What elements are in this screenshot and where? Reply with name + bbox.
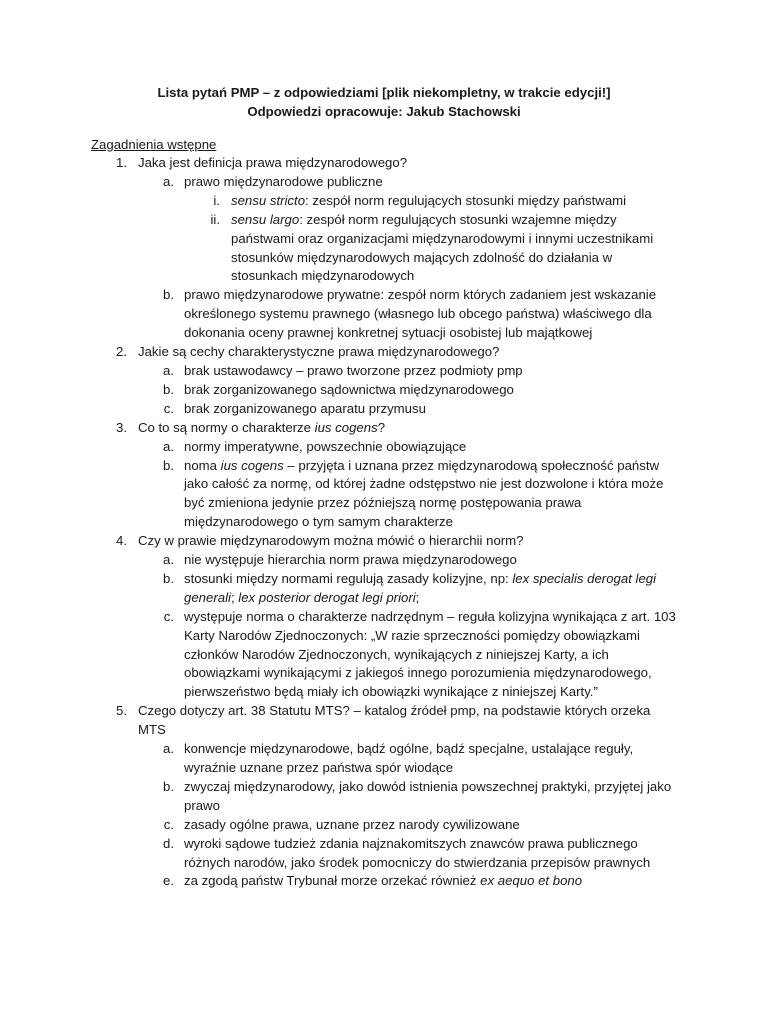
list-marker: c. [163, 816, 174, 832]
list-item-text [184, 740, 679, 778]
italic-term: ius cogens [314, 419, 378, 435]
document-author-line: Odpowiedzi opracowuje: Jakub Stachowski [247, 104, 521, 119]
list-item-text [184, 173, 679, 192]
list-item-text [184, 608, 679, 703]
answer-item [0, 381, 768, 400]
question-item [0, 343, 768, 362]
list-marker: 4. [116, 533, 127, 549]
text-segment: Jakie są cechy charakterystyczne prawa międzynarodowego? [138, 344, 500, 360]
section-heading: Zagadnienia wstępne [91, 137, 217, 152]
text-segment: : zespół norm regulujących stosunki między państwami [305, 192, 627, 208]
list-marker: i. [213, 192, 220, 208]
answer-item [0, 872, 768, 891]
list-item-text [138, 154, 673, 173]
list-item-text [184, 570, 679, 608]
list-item-text [184, 778, 679, 816]
italic-term: lex specialis derogat legi generali [184, 570, 657, 605]
list-item-text [138, 343, 673, 362]
text-segment: – przyjęta i uznana przez międzynarodową społeczność państw jako całość za normę, od której żadne odstępstwo nie jest dozwolone i która może być zmieniona jedynie przez późniejszą normę postępowania prawa międzynarodowego o tym samym charakterze [184, 457, 664, 530]
text-segment: występuje norma o charakterze nadrzędnym – reguła kolizyjna wynikająca z art. 103 Karty Narodów Zjednoczonych: „W razie sprzeczności pomiędzy obowiązkami członków Narodów Zjednoczonych, wynikających z niniejszej Karty, a ich obowiązkami wynikającymi z jakiegoś innego porozumienia międzynarodowego, pierwszeństwo będą miały ich obowiązki wynikające z niniejszej Karty.” [184, 608, 676, 700]
text-segment: prawo międzynarodowe publiczne [184, 173, 383, 189]
text-segment: ; [230, 589, 239, 605]
list-marker: b. [163, 287, 174, 303]
list-item-text [184, 835, 679, 873]
list-marker: 5. [116, 703, 127, 719]
question-item [0, 419, 768, 438]
list-marker: b. [163, 570, 174, 586]
answer-item [0, 400, 768, 419]
list-item-text [184, 457, 679, 533]
list-marker: a. [163, 741, 174, 757]
text-segment: brak zorganizowanego sądownictwa międzynarodowego [184, 381, 514, 397]
text-segment: zwyczaj międzynarodowy, jako dowód istnienia powszechnej praktyki, przyjętej jako prawo [184, 778, 672, 813]
list-item-text [184, 551, 679, 570]
list-marker: b. [163, 381, 174, 397]
list-marker: c. [163, 608, 174, 624]
italic-term: ex aequo et bono [480, 873, 583, 889]
text-segment: stosunki między normami regulują zasady kolizyjne, np: [184, 570, 513, 586]
list-marker: 2. [116, 344, 127, 360]
answer-item [0, 457, 768, 533]
text-segment: Co to są normy o charakterze [138, 419, 315, 435]
list-item-text [138, 419, 673, 438]
list-item-text [184, 816, 679, 835]
text-segment: nie występuje hierarchia norm prawa międzynarodowego [184, 552, 517, 568]
list-marker: d. [163, 835, 174, 851]
list-marker: 1. [116, 155, 127, 170]
list-marker: a. [163, 362, 174, 378]
question-item [0, 154, 768, 173]
list-marker: b. [163, 457, 174, 473]
list-item-text [184, 438, 679, 457]
answer-item [0, 362, 768, 381]
answer-item [0, 173, 768, 192]
list-item-text [184, 286, 679, 343]
answer-item [0, 816, 768, 835]
text-segment: : zespół norm regulujących stosunki wzajemne między państwami oraz organizacjami międzynarodowymi i innymi uczestnikami stosunków międzynarodowych mających zdolność do działania w stosunkach międzynarodowych [231, 211, 654, 284]
question-item [0, 532, 768, 551]
text-segment: ; [415, 589, 420, 605]
answer-item [0, 778, 768, 816]
text-segment: za zgodą państw Trybunał morze orzekać również [184, 873, 481, 889]
question-item [0, 702, 768, 740]
italic-term: sensu largo [231, 211, 300, 227]
list-item-text [184, 381, 679, 400]
answer-item [0, 740, 768, 778]
text-segment: normy imperatywne, powszechnie obowiązujące [184, 438, 467, 454]
list-marker: a. [163, 173, 174, 189]
italic-term: lex posterior derogat legi priori [238, 589, 416, 605]
list-marker: ii. [210, 211, 220, 227]
answer-item [0, 835, 768, 873]
answer-item [0, 608, 768, 703]
text-segment: Jaka jest definicja prawa międzynarodowego? [138, 155, 408, 170]
list-marker: c. [163, 400, 174, 416]
text-segment: Czy w prawie międzynarodowym można mówić o hierarchii norm? [138, 533, 524, 549]
text-segment: brak ustawodawcy – prawo tworzone przez podmioty pmp [184, 362, 523, 378]
text-segment: noma [184, 457, 221, 473]
list-marker: a. [163, 552, 174, 568]
text-segment: ? [377, 419, 386, 435]
text-segment: prawo międzynarodowe prywatne: zespół norm których zadaniem jest wskazanie określonego systemu prawnego (własnego lub obcego państwa) właściwego dla dokonania oceny prawnej konkretnej sytuacji osobistej lub majątkowej [184, 287, 657, 341]
list-item-text [231, 192, 676, 211]
list-marker: 3. [116, 419, 127, 435]
answer-item [0, 438, 768, 457]
italic-term: sensu stricto [231, 192, 306, 208]
list-item-text [184, 872, 679, 891]
list-item-text [184, 362, 679, 381]
text-segment: wyroki sądowe tudzież zdania najznakomitszych znawców prawa publicznego różnych narodów, jako środek pomocniczy do stwierdzania przepisów prawnych [184, 835, 651, 870]
question-list [0, 154, 768, 891]
list-item-text [231, 211, 676, 287]
list-item-text [138, 702, 673, 740]
answer-item [0, 551, 768, 570]
list-item-text [138, 532, 673, 551]
sub-answer-item [0, 211, 768, 287]
list-marker: b. [163, 778, 174, 794]
text-segment: zasady ogólne prawa, uznane przez narody cywilizowane [184, 816, 520, 832]
document-title: Lista pytań PMP – z odpowiedziami [plik niekompletny, w trakcie edycji!] [157, 85, 611, 100]
text-segment: konwencje międzynarodowe, bądź ogólne, bądź specjalne, ustalające reguły, wyraźnie uznane przez państwa spór wiodące [184, 741, 634, 775]
text-segment: brak zorganizowanego aparatu przymusu [184, 400, 426, 416]
list-item-text [184, 400, 679, 419]
sub-answer-item [0, 192, 768, 211]
list-marker: e. [163, 873, 174, 889]
answer-item [0, 286, 768, 343]
answer-item [0, 570, 768, 608]
list-marker: a. [163, 438, 174, 454]
text-segment: Czego dotyczy art. 38 Statutu MTS? – katalog źródeł pmp, na podstawie których orzeka MTS [138, 703, 651, 738]
italic-term: ius cogens [220, 457, 284, 473]
